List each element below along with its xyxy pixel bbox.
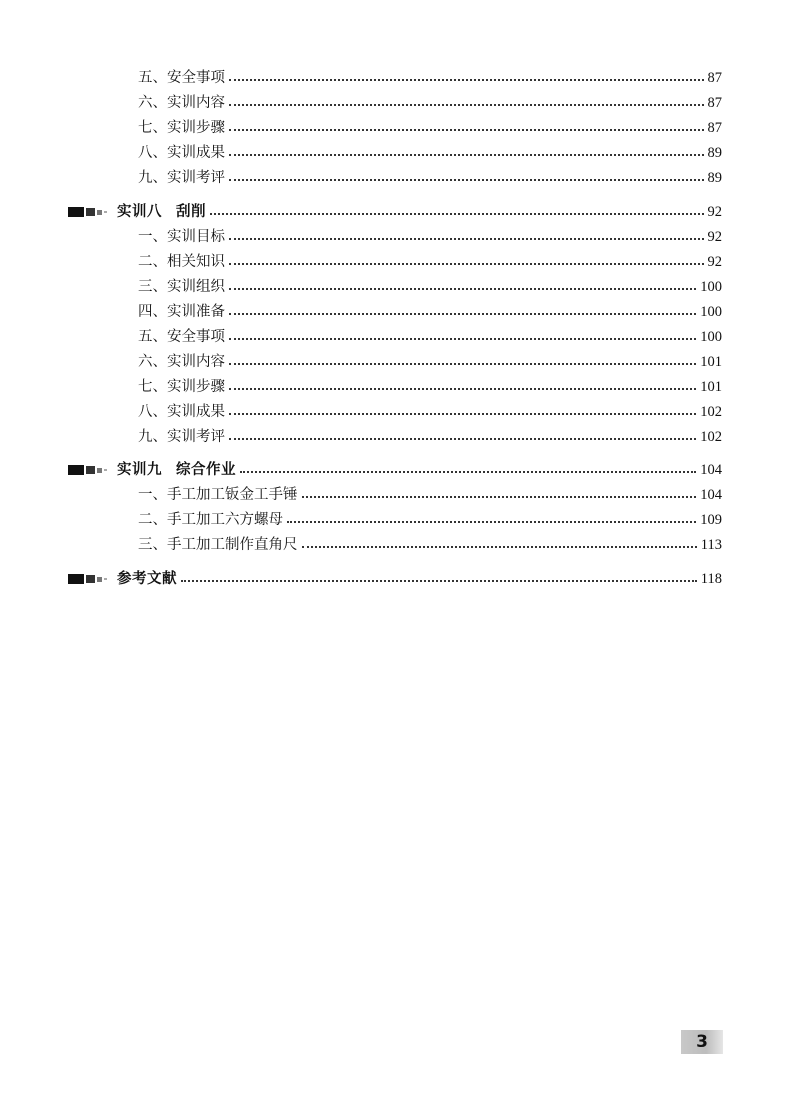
- toc-entry-page: 87: [707, 95, 722, 111]
- toc-entry-label: 三、实训组织: [138, 279, 225, 295]
- dot-leader: [302, 546, 697, 548]
- dot-leader: [229, 238, 704, 240]
- toc-chapter-number: 实训九: [117, 462, 162, 478]
- toc-entry-page: 100: [700, 329, 722, 345]
- toc-entry-page: 87: [707, 70, 722, 86]
- dot-leader: [229, 313, 696, 315]
- dot-leader: [229, 154, 704, 156]
- toc-entry[interactable]: [138, 250, 722, 274]
- toc-entry-page: 100: [700, 304, 722, 320]
- toc-entry[interactable]: [138, 350, 722, 374]
- toc-entry[interactable]: [138, 508, 722, 532]
- toc-entry-page: 92: [707, 204, 722, 220]
- toc-entry[interactable]: [138, 483, 722, 507]
- toc-chapter-number: 参考文献: [117, 571, 177, 587]
- toc-entry-page: 109: [700, 512, 722, 528]
- toc-entry-label: 九、实训考评: [138, 429, 225, 445]
- toc-entry-page: 101: [700, 379, 722, 395]
- toc-chapter-title: 综合作业: [176, 462, 236, 478]
- toc-entry-label: 六、实训内容: [138, 354, 225, 370]
- toc-entry[interactable]: [138, 166, 722, 190]
- toc-entry-page: 100: [700, 279, 722, 295]
- toc-entry-page: 104: [700, 487, 722, 503]
- chapter-bullet-icon: [68, 207, 107, 217]
- toc-entry-label: 一、实训目标: [138, 229, 225, 245]
- dot-leader: [229, 288, 696, 290]
- toc-chapter-entry[interactable]: [68, 200, 722, 224]
- toc-entry-page: 102: [700, 404, 722, 420]
- toc-chapter-number: 实训八: [117, 204, 162, 220]
- toc-entry[interactable]: [138, 275, 722, 299]
- toc-entry[interactable]: [138, 425, 722, 449]
- toc-chapter-entry[interactable]: [68, 567, 722, 591]
- dot-leader: [229, 413, 696, 415]
- dot-leader: [229, 129, 704, 131]
- toc-entry-label: 八、实训成果: [138, 404, 225, 420]
- toc-entry-label: 七、实训步骤: [138, 379, 225, 395]
- dot-leader: [287, 521, 696, 523]
- toc-entry-label: 五、安全事项: [138, 329, 225, 345]
- dot-leader: [229, 338, 696, 340]
- toc-entry[interactable]: [138, 375, 722, 399]
- toc-entry[interactable]: [138, 225, 722, 249]
- toc-entry[interactable]: [138, 116, 722, 140]
- dot-leader: [229, 79, 704, 81]
- toc-entry-label: 二、相关知识: [138, 254, 225, 270]
- toc-entry[interactable]: [138, 91, 722, 115]
- toc-entry[interactable]: [138, 325, 722, 349]
- toc-entry-page: 104: [700, 462, 722, 478]
- toc-entry-page: 113: [700, 537, 722, 553]
- chapter-bullet-icon: [68, 465, 107, 475]
- dot-leader: [181, 580, 697, 582]
- toc-entry-label: 八、实训成果: [138, 145, 225, 161]
- toc-chapter-title: 刮削: [176, 204, 206, 220]
- dot-leader: [240, 471, 696, 473]
- dot-leader: [229, 388, 696, 390]
- toc-entry-page: 89: [707, 170, 722, 186]
- toc-entry-page: 101: [700, 354, 722, 370]
- dot-leader: [229, 104, 704, 106]
- dot-leader: [229, 263, 704, 265]
- page-number: 3: [681, 1030, 723, 1054]
- dot-leader: [229, 363, 696, 365]
- toc-chapter-entry[interactable]: [68, 458, 722, 482]
- toc-entry[interactable]: [138, 141, 722, 165]
- toc-entry-label: 一、手工加工钣金工手锤: [138, 487, 298, 503]
- toc-entry-label: 二、手工加工六方螺母: [138, 512, 283, 528]
- dot-leader: [229, 179, 704, 181]
- toc-entry[interactable]: [138, 66, 722, 90]
- toc-entry[interactable]: [138, 533, 722, 557]
- dot-leader: [229, 438, 696, 440]
- toc-entry-page: 102: [700, 429, 722, 445]
- toc-entry-page: 92: [707, 229, 722, 245]
- toc-entry[interactable]: [138, 300, 722, 324]
- toc-entry-label: 六、实训内容: [138, 95, 225, 111]
- dot-leader: [302, 496, 697, 498]
- chapter-bullet-icon: [68, 574, 107, 584]
- toc-entry-label: 五、安全事项: [138, 70, 225, 86]
- toc-entry-page: 87: [707, 120, 722, 136]
- toc-entry-page: 92: [707, 254, 722, 270]
- toc-entry-label: 四、实训准备: [138, 304, 225, 320]
- toc-entry-label: 九、实训考评: [138, 170, 225, 186]
- toc-entry-label: 三、手工加工制作直角尺: [138, 537, 298, 553]
- toc-entry-label: 七、实训步骤: [138, 120, 225, 136]
- dot-leader: [210, 213, 704, 215]
- toc-entry-page: 118: [700, 571, 722, 587]
- toc-entry[interactable]: [138, 400, 722, 424]
- toc-entry-page: 89: [707, 145, 722, 161]
